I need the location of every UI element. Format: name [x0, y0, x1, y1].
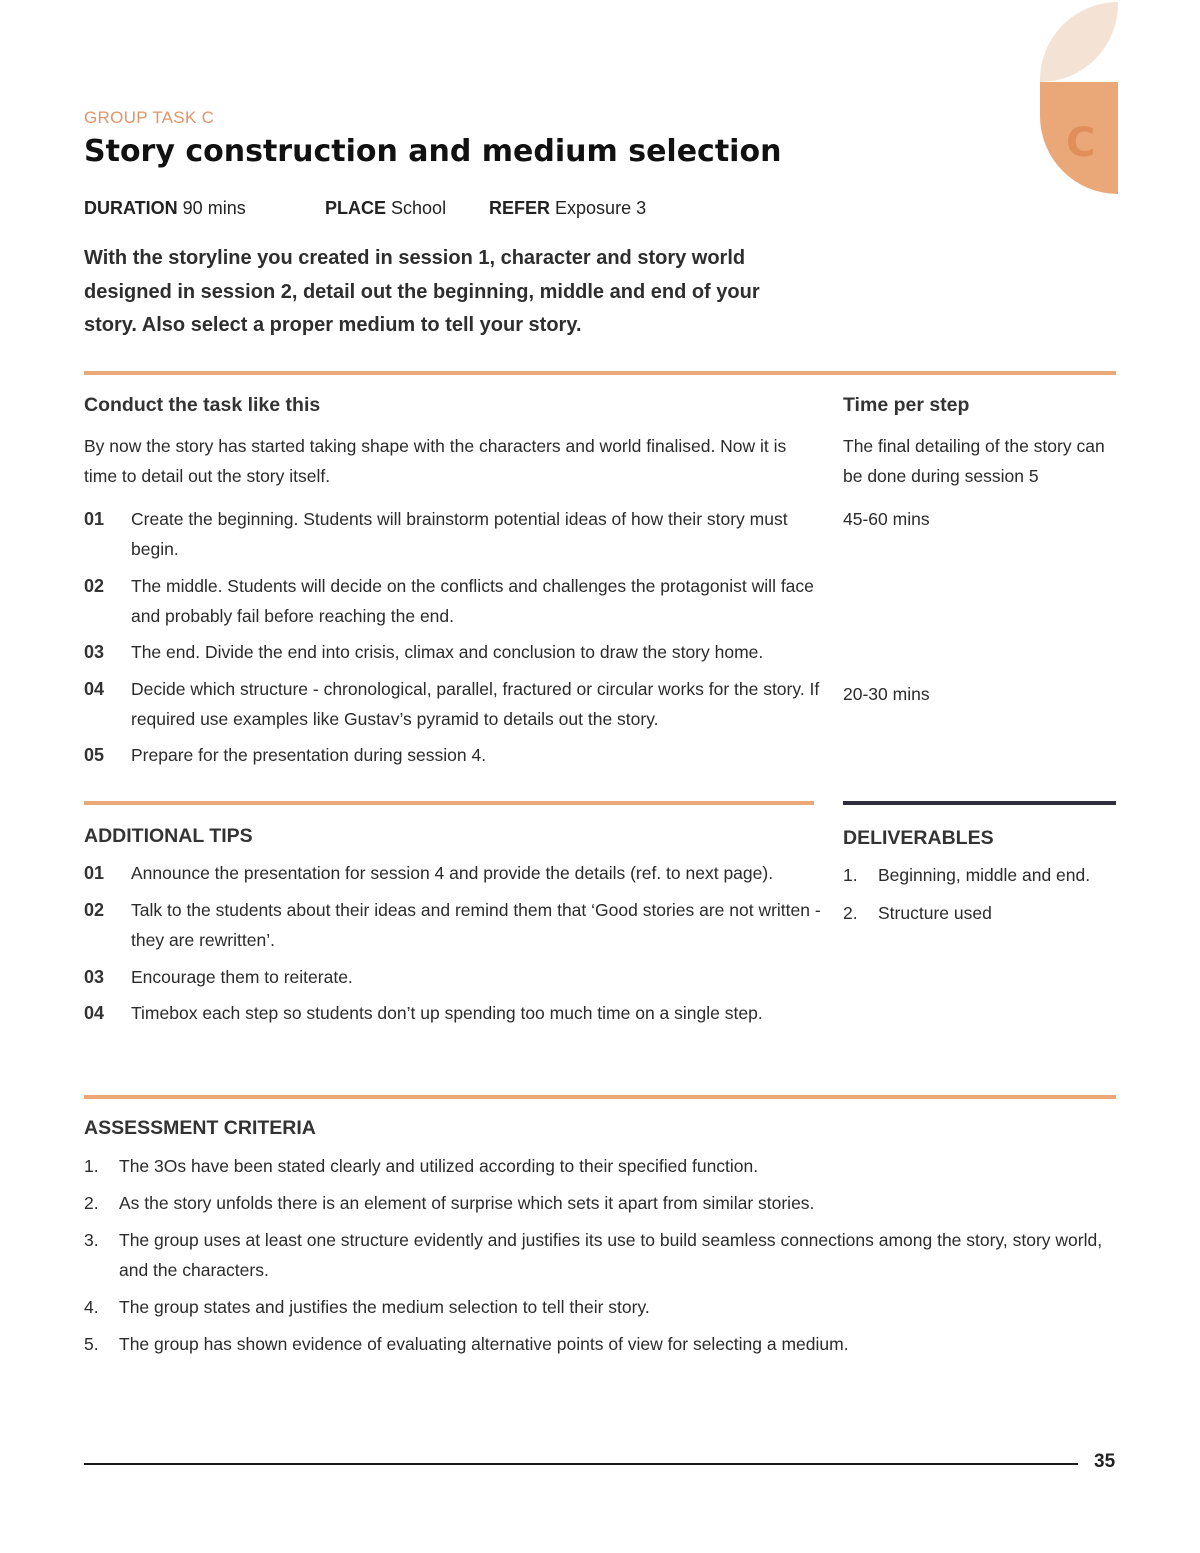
decorative-leaf-shape: [1040, 2, 1118, 82]
page-number: 35: [1094, 1451, 1116, 1472]
criterion-text: The group uses at least one structure evidently and justifies its use to build seamless connections among the story, story world, and the characters.: [119, 1230, 1103, 1280]
criterion-text: The group has shown evidence of evaluating alternative points of view for selecting a medium.: [119, 1334, 849, 1354]
divider: [84, 801, 814, 805]
step-text: Create the beginning. Students will brainstorm potential ideas of how their story must begin.: [131, 509, 788, 559]
time-step-4: 20-30 mins: [843, 684, 930, 704]
divider: [84, 1095, 1116, 1099]
step-text: Prepare for the presentation during session 4.: [131, 745, 487, 765]
section-letter: C: [1066, 120, 1096, 166]
step-number: 03: [84, 642, 105, 662]
time-step-1: 45-60 mins: [843, 509, 930, 529]
deliverable-number: 1.: [843, 865, 858, 885]
deliverables-heading: DELIVERABLES: [843, 827, 994, 849]
task-lead: By now the story has started taking shape with the characters and world finalised. Now it is time to detail out the story itself.: [84, 436, 787, 486]
refer-label: REFER: [489, 198, 551, 218]
task-heading: Conduct the task like this: [84, 394, 321, 416]
step-number: 05: [84, 745, 105, 765]
tip-text: Talk to the students about their ideas and remind them that ‘Good stories are not written - they are rewritten’.: [131, 900, 821, 950]
tip-number: 02: [84, 900, 105, 920]
deliverable-text: Structure used: [878, 903, 992, 923]
step-text: The end. Divide the end into crisis, climax and conclusion to draw the story home.: [131, 642, 764, 662]
criterion-text: As the story unfolds there is an element of surprise which sets it apart from similar stories.: [119, 1193, 815, 1213]
refer-meta: [489, 198, 646, 219]
criterion-number: 1.: [84, 1156, 99, 1176]
step-number: 01: [84, 509, 105, 529]
page-title: Story construction and medium selection: [84, 134, 782, 169]
divider: [843, 801, 1116, 805]
criterion-number: 3.: [84, 1230, 99, 1250]
deliverable-number: 2.: [843, 903, 858, 923]
section-badge: [1036, 0, 1120, 196]
step-number: 02: [84, 576, 105, 596]
place-label: PLACE: [325, 198, 387, 218]
tip-text: Timebox each step so students don’t up spending too much time on a single step.: [131, 1003, 763, 1023]
tip-text: Announce the presentation for session 4 and provide the details (ref. to next page).: [131, 863, 774, 883]
deliverable-text: Beginning, middle and end.: [878, 865, 1091, 885]
refer-value: Exposure 3: [555, 198, 647, 218]
tips-heading: ADDITIONAL TIPS: [84, 825, 253, 847]
step-text: The middle. Students will decide on the conflicts and challenges the protagonist will face and probably fail before reaching the end.: [131, 576, 814, 626]
criterion-number: 2.: [84, 1193, 99, 1213]
duration-label: DURATION: [84, 198, 178, 218]
criterion-text: The group states and justifies the medium selection to tell their story.: [119, 1297, 650, 1317]
tip-text: Encourage them to reiterate.: [131, 967, 353, 987]
duration-value: 90 mins: [182, 198, 246, 218]
tip-number: 01: [84, 863, 105, 883]
intro-paragraph: With the storyline you created in session 1, character and story world designed in session 2, detail out the beginning, middle and end of your story. Also select a proper medium to tell your story.: [84, 247, 760, 336]
time-heading: Time per step: [843, 394, 970, 416]
time-lead: The final detailing of the story can be done during session 5: [843, 436, 1105, 486]
place-meta: [325, 198, 446, 219]
task-eyebrow: GROUP TASK C: [84, 108, 215, 127]
divider: [84, 371, 1116, 375]
tip-number: 03: [84, 967, 105, 987]
criterion-number: 4.: [84, 1297, 99, 1317]
footer-rule: [84, 1463, 1078, 1465]
step-number: 04: [84, 679, 105, 699]
criterion-text: The 3Os have been stated clearly and utilized according to their specified function.: [119, 1156, 759, 1176]
assessment-heading: ASSESSMENT CRITERIA: [84, 1117, 316, 1139]
place-value: School: [391, 198, 447, 218]
duration-meta: [84, 198, 246, 219]
step-text: Decide which structure - chronological, parallel, fractured or circular works for the story. If required use examples like Gustav’s pyramid to details out the story.: [131, 679, 820, 729]
criterion-number: 5.: [84, 1334, 99, 1354]
tip-number: 04: [84, 1003, 105, 1023]
